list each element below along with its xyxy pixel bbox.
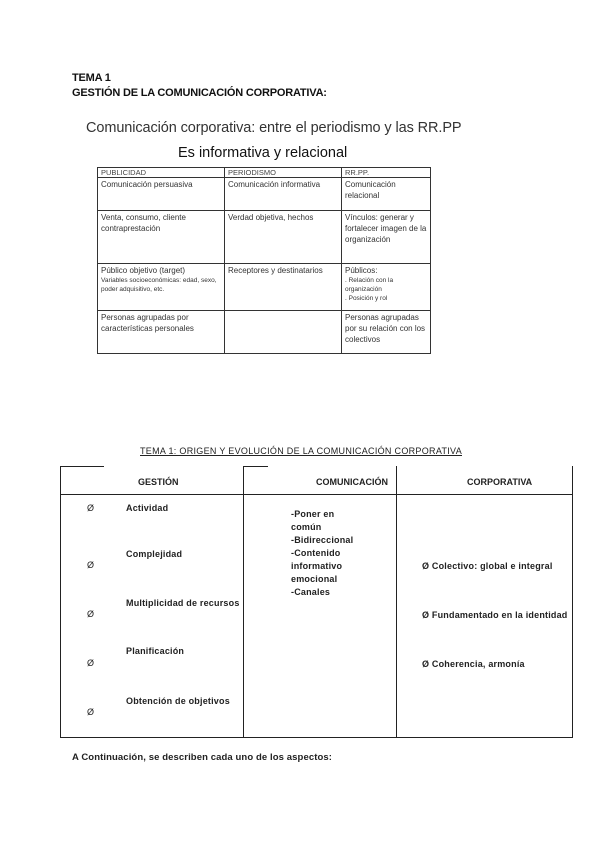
- table-border: [243, 466, 268, 467]
- table-border: [572, 466, 573, 738]
- table-border: [60, 494, 573, 495]
- section-subtitle-2: Es informativa y relacional: [178, 145, 348, 161]
- table-border: [243, 466, 244, 738]
- table-border: [60, 737, 573, 738]
- gestion-item: Planificación: [126, 646, 185, 656]
- table-cell: Comunicación persuasiva: [98, 178, 225, 211]
- comunicacion-line: informativo: [291, 561, 343, 571]
- table-border: [60, 466, 61, 738]
- header-gestion: GESTIÓN: [138, 477, 179, 487]
- table-row: [98, 178, 431, 211]
- table-cell: [225, 311, 342, 354]
- gestion-item: Complejidad: [126, 549, 183, 559]
- comparison-table: [97, 167, 431, 354]
- table-cell: Comunicación informativa: [225, 178, 342, 211]
- table-cell: Personas agrupadas por su relación con los colectivos: [342, 311, 431, 354]
- bullet-icon: Ø: [87, 658, 95, 668]
- comunicacion-line: -Contenido: [291, 548, 341, 558]
- table-header-row: [98, 168, 431, 178]
- gestion-item: Actividad: [126, 503, 169, 513]
- concept-table: [60, 466, 573, 738]
- table-cell: Personas agrupadas por características personales: [98, 311, 225, 354]
- table-border: [396, 466, 397, 738]
- cell-main-text: Público objetivo (target): [101, 266, 186, 275]
- table-cell: Verdad objetiva, hechos: [225, 211, 342, 264]
- corporativa-item: Ø Coherencia, armonía: [422, 659, 525, 669]
- gestion-item: Obtención de objetivos: [126, 696, 230, 706]
- cell-small-text: . Posición y rol: [345, 295, 388, 302]
- cell-main-text: Públicos:: [345, 266, 378, 275]
- cell-small-text: . Relación con la organización: [345, 277, 394, 293]
- table-cell: Venta, consumo, cliente contraprestación: [98, 211, 225, 264]
- header-corporativa: CORPORATIVA: [467, 477, 533, 487]
- table-border: [60, 466, 104, 467]
- table2-title: TEMA 1: ORIGEN Y EVOLUCIÓN DE LA COMUNICACIÓN CORPORATIVA: [140, 446, 462, 456]
- comunicacion-line: emocional: [291, 574, 338, 584]
- table-row: [98, 211, 431, 264]
- comunicacion-line: -Canales: [291, 587, 331, 597]
- footer-text: A Continuación, se describen cada uno de los aspectos:: [72, 752, 333, 763]
- table-cell: Receptores y destinatarios: [225, 264, 342, 311]
- table-cell: [98, 264, 225, 311]
- table-header-cell: PUBLICIDAD: [98, 168, 225, 178]
- bullet-icon: Ø: [87, 503, 95, 513]
- comunicacion-line: -Bidireccional: [291, 535, 354, 545]
- table-cell: Vínculos: generar y fortalecer imagen de la organización: [342, 211, 431, 264]
- table-cell: [342, 264, 431, 311]
- bullet-icon: Ø: [87, 609, 95, 619]
- table-header-cell: RR.PP.: [342, 168, 431, 178]
- corporativa-item: Ø Colectivo: global e integral: [422, 561, 553, 571]
- comunicacion-line: -Poner en: [291, 509, 335, 519]
- table-header-cell: PERIODISMO: [225, 168, 342, 178]
- header-comunicacion: COMUNICACIÓN: [316, 477, 388, 487]
- table-row: [98, 311, 431, 354]
- bullet-icon: Ø: [87, 560, 95, 570]
- table-cell: Comunicación relacional: [342, 178, 431, 211]
- comunicacion-line: común: [291, 522, 322, 532]
- table-row: [98, 264, 431, 311]
- bullet-icon: Ø: [87, 707, 95, 717]
- section-subtitle: Comunicación corporativa: entre el periodismo y las RR.PP: [86, 120, 462, 136]
- corporativa-item: Ø Fundamentado en la identidad: [422, 610, 568, 620]
- gestion-item: Multiplicidad de recursos: [126, 598, 240, 608]
- doc-heading-tema: TEMA 1: [72, 72, 111, 84]
- doc-heading-gestion: GESTIÓN DE LA COMUNICACIÓN CORPORATIVA:: [72, 87, 327, 99]
- cell-small-text: Variables socioeconómicas: edad, sexo, poder adquisitivo, etc.: [101, 277, 217, 293]
